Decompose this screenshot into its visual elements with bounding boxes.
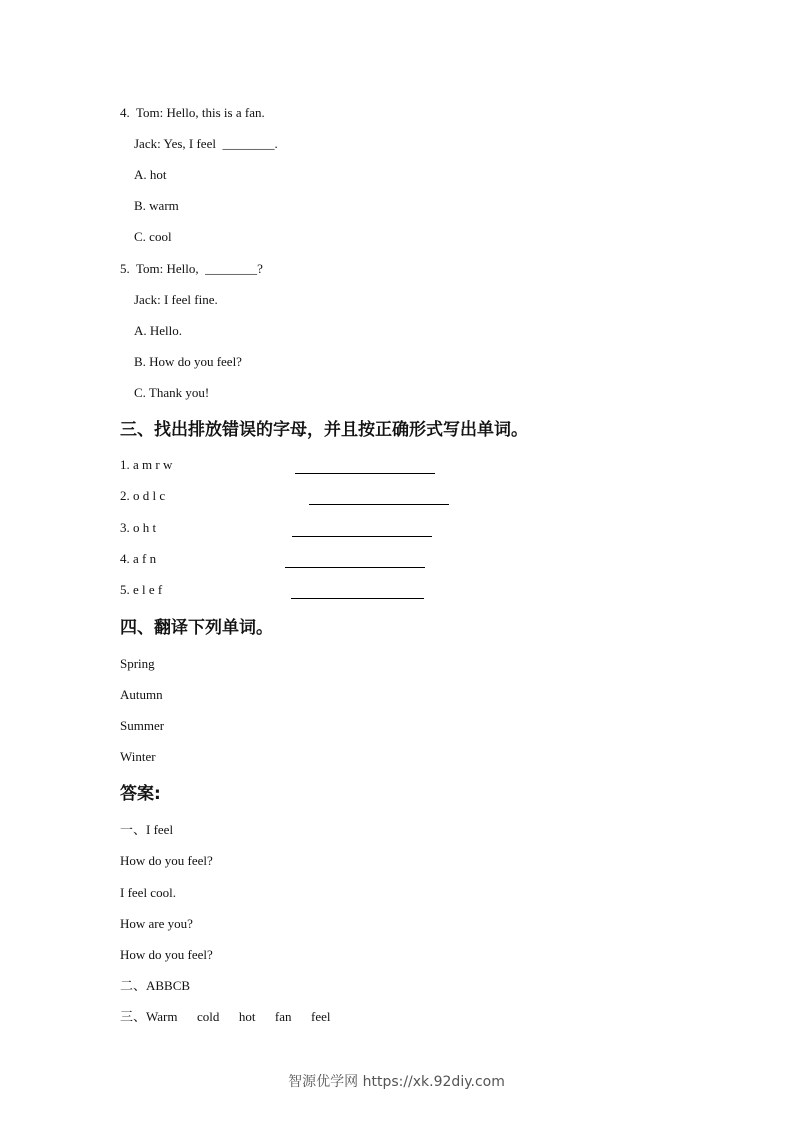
q4-line2: Jack: Yes, I feel ________. [134, 136, 278, 151]
answer-line-text: How are you? [120, 916, 193, 931]
answer-line [292, 536, 432, 537]
answer-line [295, 473, 435, 474]
section3-item: 3. o h t [120, 520, 157, 535]
section3-item: 4. a f n [120, 551, 157, 566]
q5-option-a: A. Hello. [134, 323, 183, 338]
q5-option-c: C. Thank you! [134, 385, 210, 400]
section3-item: 5. e l e f [120, 582, 163, 597]
answer-line [291, 598, 424, 599]
answer-line-text: 一、I feel [120, 822, 174, 837]
section3-item: 1. a m r w [120, 457, 173, 472]
section3-heading: 三、找出排放错误的字母，并且按正确形式写出单词。 [120, 420, 528, 440]
q4-option-c: C. cool [134, 229, 172, 244]
answer-line-text: I feel cool. [120, 885, 176, 900]
q5-line2: Jack: I feel fine. [134, 292, 218, 307]
q4-line1: 4. Tom: Hello, this is a fan. [120, 105, 265, 120]
answer-line-text: How do you feel? [120, 947, 213, 962]
section4-item: Winter [120, 749, 156, 764]
section3-item: 2. o d l c [120, 488, 166, 503]
answer-line-text: 二、ABBCB [120, 978, 191, 993]
section4-heading: 四、翻译下列单词。 [120, 618, 273, 638]
q4-option-b: B. warm [134, 198, 179, 213]
q5-line1: 5. Tom: Hello, ________? [120, 261, 263, 276]
footer-watermark: 智源优学网 https://xk.92diy.com [288, 1074, 505, 1090]
q4-option-a: A. hot [134, 167, 167, 182]
answer-line [285, 567, 425, 568]
section4-item: Summer [120, 718, 165, 733]
answer-line-text: How do you feel? [120, 853, 213, 868]
q5-option-b: B. How do you feel? [134, 354, 242, 369]
answer-line-text: 三、Warm cold hot fan feel [120, 1009, 331, 1024]
section4-item: Spring [120, 656, 155, 671]
section4-item: Autumn [120, 687, 163, 702]
answers-heading: 答案: [120, 784, 161, 804]
answer-line [309, 504, 449, 505]
